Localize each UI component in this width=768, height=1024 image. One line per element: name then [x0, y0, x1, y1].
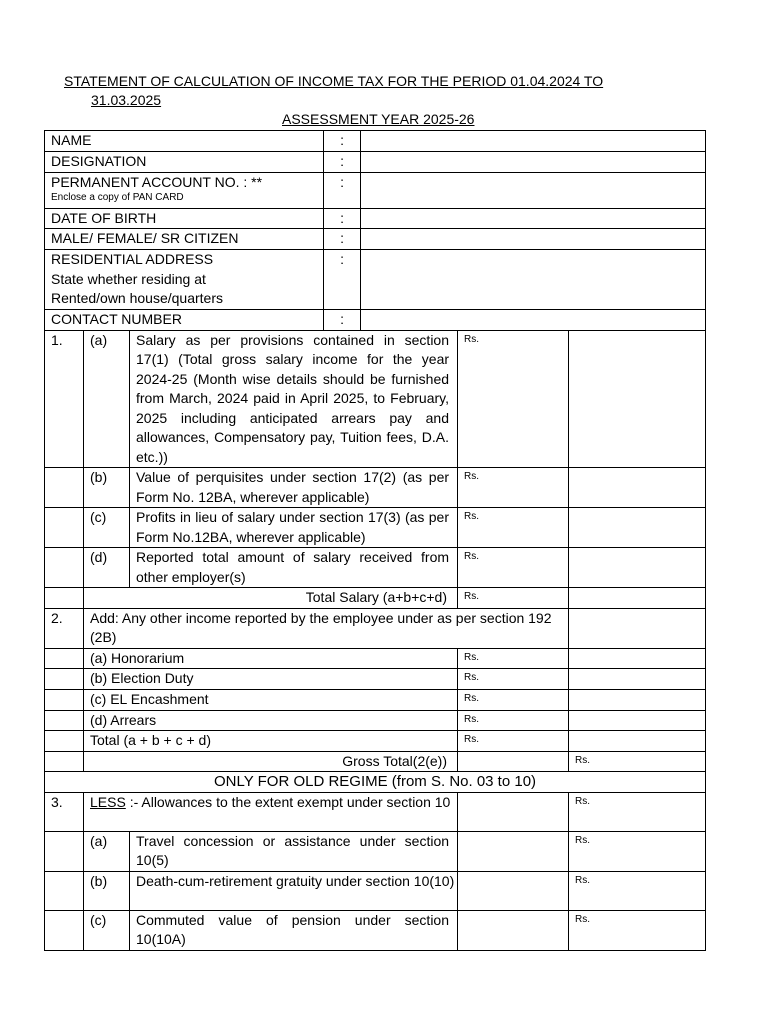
el-encashment-label: (c) EL Encashment — [84, 689, 458, 710]
row-old-regime — [45, 772, 706, 793]
item-label: (a) — [84, 831, 130, 871]
row-3c — [45, 910, 706, 950]
travel-concession-text: Travel concession or assistance under section 10(5) — [130, 831, 458, 871]
dob-field[interactable] — [361, 208, 706, 229]
honorarium-label: (a) Honorarium — [84, 648, 458, 669]
dob-label: DATE OF BIRTH — [45, 208, 324, 229]
amount-cell[interactable] — [569, 468, 706, 508]
pan-field[interactable] — [361, 172, 706, 208]
row-2-heading — [45, 608, 706, 648]
rs-label[interactable]: Rs. — [569, 792, 706, 831]
colon: : — [324, 172, 361, 208]
colon: : — [324, 208, 361, 229]
amount-cell[interactable] — [569, 588, 706, 609]
blank-cell — [458, 792, 569, 831]
rs-label[interactable]: Rs. — [458, 731, 569, 752]
profits-text: Profits in lieu of salary under section 17(3) (as per Form No.12BA, wherever applicable) — [130, 508, 458, 548]
blank-cell — [458, 871, 569, 910]
name-label: NAME — [45, 131, 324, 152]
gross-total-label: Gross Total(2(e)) — [84, 751, 458, 772]
gender-field[interactable] — [361, 229, 706, 250]
rs-label[interactable]: Rs. — [458, 588, 569, 609]
amount-cell[interactable] — [569, 330, 706, 468]
assessment-year: ASSESSMENT YEAR 2025-26 — [282, 111, 475, 127]
address-label — [45, 250, 324, 310]
section-number: 2. — [45, 608, 84, 648]
blank-cell — [45, 508, 84, 548]
section-number: 3. — [45, 792, 84, 831]
contact-field[interactable] — [361, 310, 706, 331]
row-3a — [45, 831, 706, 871]
blank-cell — [569, 608, 706, 648]
row-3b — [45, 871, 706, 910]
row-1a — [45, 330, 706, 468]
rs-label[interactable]: Rs. — [458, 689, 569, 710]
row-2c — [45, 689, 706, 710]
blank-cell — [45, 669, 84, 690]
less-word: LESS — [90, 793, 126, 810]
total-abcd-label: Total (a + b + c + d) — [84, 731, 458, 752]
address-line-1: RESIDENTIAL ADDRESS — [51, 251, 214, 267]
row-address — [45, 250, 706, 310]
rs-label[interactable]: Rs. — [458, 669, 569, 690]
designation-field[interactable] — [361, 152, 706, 173]
blank-cell — [458, 751, 569, 772]
rs-label[interactable]: Rs. — [458, 508, 569, 548]
item-label: (b) — [84, 468, 130, 508]
gender-label: MALE/ FEMALE/ SR CITIZEN — [45, 229, 324, 250]
section-number: 1. — [45, 330, 84, 468]
rs-label[interactable]: Rs. — [569, 831, 706, 871]
blank-cell — [45, 710, 84, 731]
blank-cell — [45, 871, 84, 910]
title-line-1: STATEMENT OF CALCULATION OF INCOME TAX FOR THE PERIOD 01.04.2024 TO — [64, 73, 604, 89]
row-2d — [45, 710, 706, 731]
less-heading — [84, 792, 458, 831]
tax-form-table — [44, 130, 706, 951]
address-line-3: Rented/own house/quarters — [51, 290, 223, 306]
rs-label[interactable]: Rs. — [458, 330, 569, 468]
contact-label: CONTACT NUMBER — [45, 310, 324, 331]
pan-text: PERMANENT ACCOUNT NO. : ** — [51, 173, 263, 190]
blank-cell — [45, 910, 84, 950]
row-1b — [45, 468, 706, 508]
amount-cell[interactable] — [569, 669, 706, 690]
rs-label[interactable]: Rs. — [458, 468, 569, 508]
row-pan — [45, 172, 706, 208]
old-regime-heading: ONLY FOR OLD REGIME (from S. No. 03 to 10) — [45, 772, 706, 793]
row-2-total — [45, 731, 706, 752]
row-gross-total — [45, 751, 706, 772]
colon: : — [324, 131, 361, 152]
address-field[interactable] — [361, 250, 706, 310]
row-1-total — [45, 588, 706, 609]
item-label: (d) — [84, 548, 130, 588]
row-2a — [45, 648, 706, 669]
less-heading-text: :- Allowances to the extent exempt under section 10 — [129, 793, 451, 810]
title-line-2: 31.03.2025 — [91, 92, 162, 108]
colon: : — [324, 250, 361, 310]
blank-cell — [45, 548, 84, 588]
amount-cell[interactable] — [569, 710, 706, 731]
item-label: (c) — [84, 910, 130, 950]
row-1c — [45, 508, 706, 548]
blank-cell — [45, 648, 84, 669]
blank-cell — [45, 689, 84, 710]
rs-label[interactable]: Rs. — [569, 751, 706, 772]
rs-label[interactable]: Rs. — [458, 710, 569, 731]
salary-17-1-text: Salary as per provisions contained in section 17(1) (Total gross salary income for the year 2024-25 (Month wise details should be furnished from March, 2024 paid in April 2025, to February, 2025 including anticipated arrears pay and allowances, Compensatory pay, Tuition fees, D.A. etc.)) — [130, 330, 458, 468]
colon: : — [324, 152, 361, 173]
row-contact — [45, 310, 706, 331]
blank-cell — [45, 731, 84, 752]
item-label: (b) — [84, 871, 130, 910]
colon: : — [324, 229, 361, 250]
rs-label[interactable]: Rs. — [458, 548, 569, 588]
designation-label: DESIGNATION — [45, 152, 324, 173]
name-field[interactable] — [361, 131, 706, 152]
blank-cell — [458, 910, 569, 950]
pan-note: Enclose a copy of PAN CARD — [51, 192, 184, 203]
total-salary-label: Total Salary (a+b+c+d) — [84, 588, 458, 609]
blank-cell — [45, 468, 84, 508]
other-income-heading: Add: Any other income reported by the employee under as per section 192 (2B) — [84, 608, 569, 648]
colon: : — [324, 310, 361, 331]
blank-cell — [45, 831, 84, 871]
item-label: (a) — [84, 330, 130, 468]
other-employer-text: Reported total amount of salary received from other employer(s) — [130, 548, 458, 588]
item-label: (c) — [84, 508, 130, 548]
statement-title — [64, 72, 704, 110]
amount-cell[interactable] — [569, 548, 706, 588]
address-line-2: State whether residing at — [51, 270, 206, 287]
blank-cell — [45, 588, 84, 609]
arrears-label: (d) Arrears — [84, 710, 458, 731]
perquisites-text: Value of perquisites under section 17(2) (as per Form No. 12BA, wherever applicable) — [130, 468, 458, 508]
amount-cell[interactable] — [569, 731, 706, 752]
row-gender — [45, 229, 706, 250]
commuted-pension-text: Commuted value of pension under section 10(10A) — [130, 910, 458, 950]
amount-cell[interactable] — [569, 689, 706, 710]
row-1d — [45, 548, 706, 588]
row-2b — [45, 669, 706, 690]
rs-label[interactable]: Rs. — [458, 648, 569, 669]
election-duty-label: (b) Election Duty — [84, 669, 458, 690]
row-designation — [45, 152, 706, 173]
amount-cell[interactable] — [569, 648, 706, 669]
gratuity-text: Death-cum-retirement gratuity under section 10(10) — [130, 871, 458, 910]
row-name — [45, 131, 706, 152]
rs-label[interactable]: Rs. — [569, 871, 706, 910]
blank-cell — [458, 831, 569, 871]
row-dob — [45, 208, 706, 229]
rs-label[interactable]: Rs. — [569, 910, 706, 950]
blank-cell — [45, 751, 84, 772]
amount-cell[interactable] — [569, 508, 706, 548]
pan-label — [45, 172, 324, 208]
row-3-heading — [45, 792, 706, 831]
